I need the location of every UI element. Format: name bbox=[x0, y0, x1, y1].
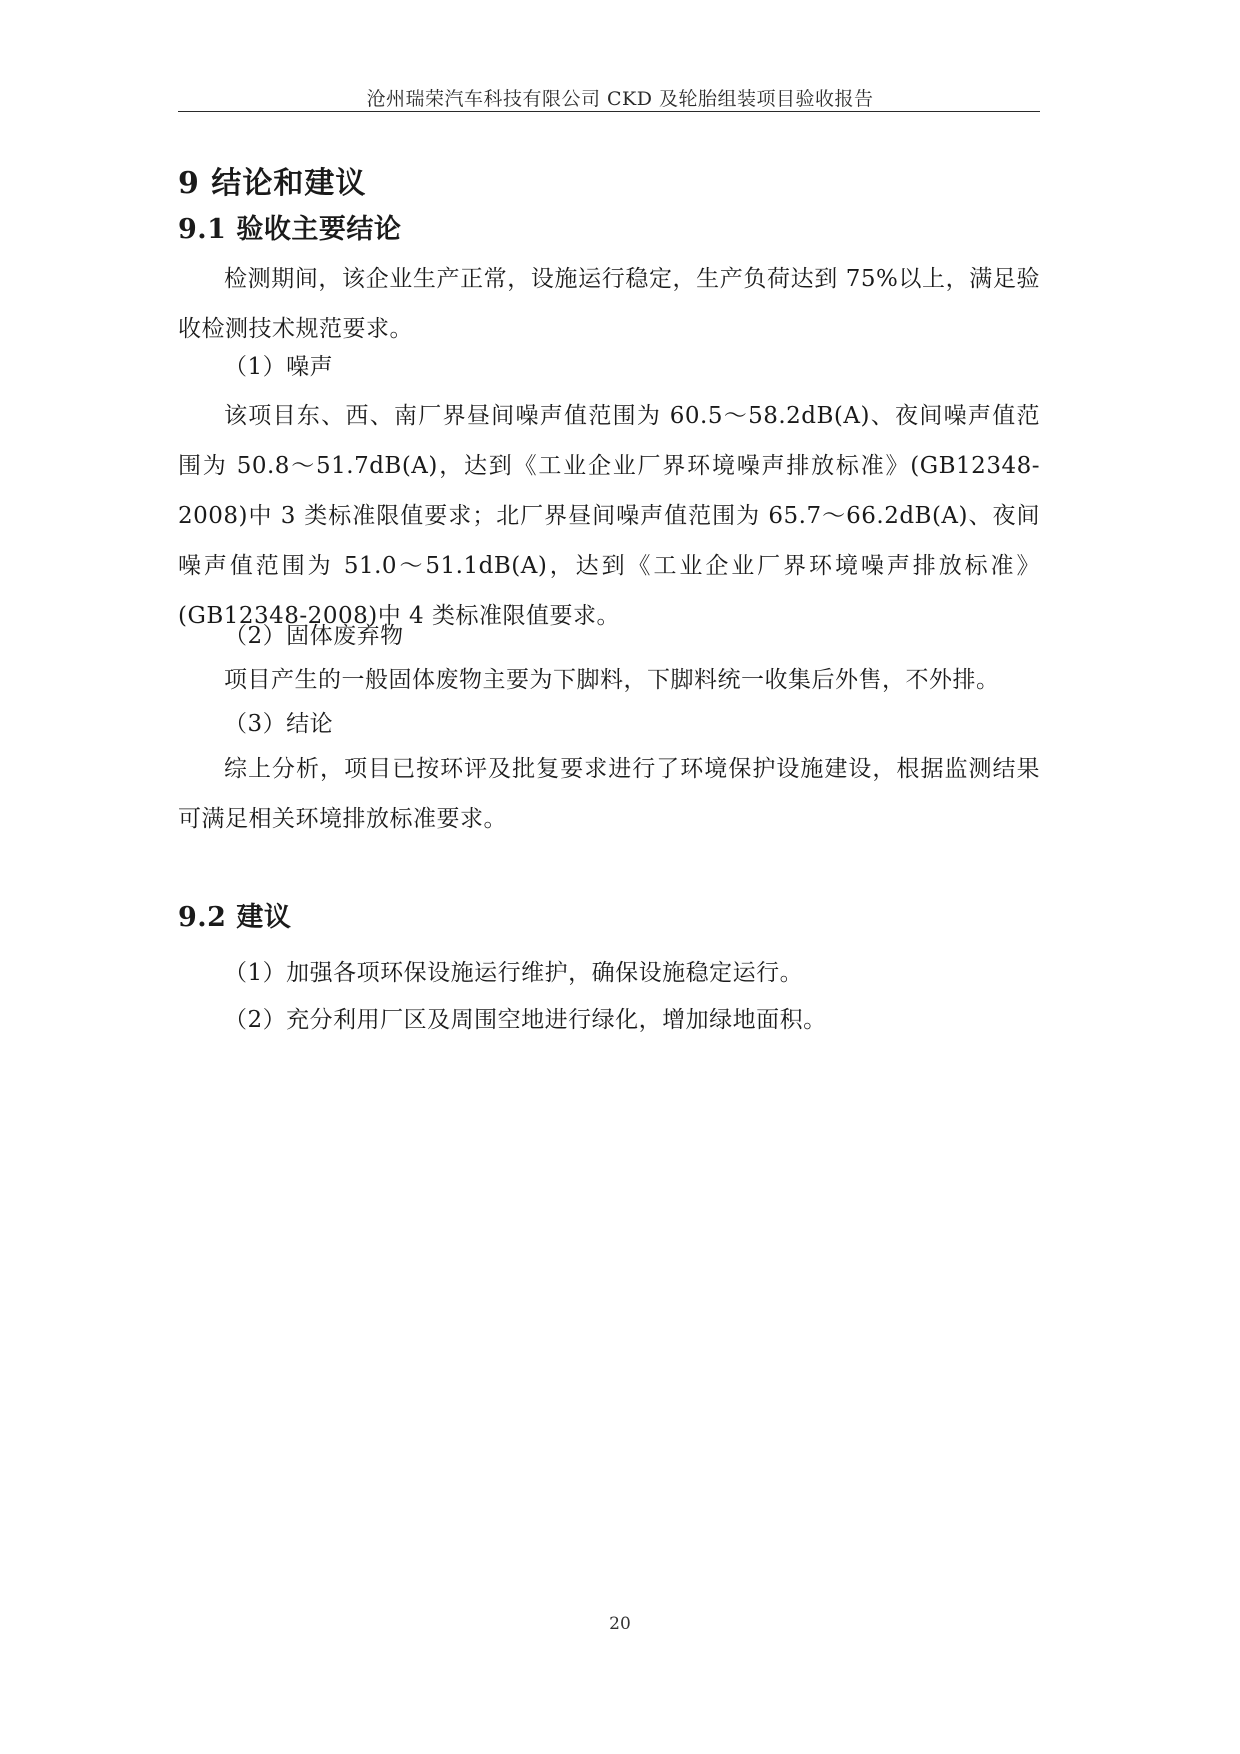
section-9-1-heading: 9.1 验收主要结论 bbox=[178, 214, 402, 245]
suggestion-item: （1）加强各项环保设施运行维护，确保设施稳定运行。 bbox=[224, 960, 804, 986]
header-divider bbox=[178, 111, 1040, 112]
page-number: 20 bbox=[609, 1614, 631, 1634]
conclusion-paragraph: 综上分析，项目已按环评及批复要求进行了环境保护设施建设，根据监测结果可满足相关环境排放标准要求。 bbox=[178, 756, 1040, 832]
solid-waste-paragraph: 项目产生的一般固体废物主要为下脚料，下脚料统一收集后外售，不外排。 bbox=[224, 667, 1000, 693]
chapter-heading: 9 结论和建议 bbox=[178, 166, 367, 201]
monitoring-intro-paragraph: 检测期间，该企业生产正常，设施运行稳定，生产负荷达到 75%以上，满足验收检测技术规范要求。 bbox=[178, 266, 1040, 342]
solid-waste-subheading: （2）固体废弃物 bbox=[224, 623, 404, 649]
report-header-title: 沧州瑞荣汽车科技有限公司 CKD 及轮胎组装项目验收报告 bbox=[366, 88, 874, 110]
noise-paragraph: 该项目东、西、南厂界昼间噪声值范围为 60.5～58.2dB(A)、夜间噪声值范围为 50.8～51.7dB(A)，达到《工业企业厂界环境噪声排放标准》(GB12348-2008)中 3 类标准限值要求；北厂界昼间噪声值范围为 65.7～66.2dB(A)、夜间噪声值范围为 51.0～51.1dB(A)，达到《工业企业厂界环境噪声排放标准》(GB12348-2008)中 4 类标准限值要求。 bbox=[178, 403, 1040, 629]
section-9-2-heading: 9.2 建议 bbox=[178, 902, 292, 933]
noise-subheading: （1）噪声 bbox=[224, 354, 334, 380]
suggestion-item: （2）充分利用厂区及周围空地进行绿化，增加绿地面积。 bbox=[224, 1007, 827, 1033]
conclusion-subheading: （3）结论 bbox=[224, 711, 334, 737]
